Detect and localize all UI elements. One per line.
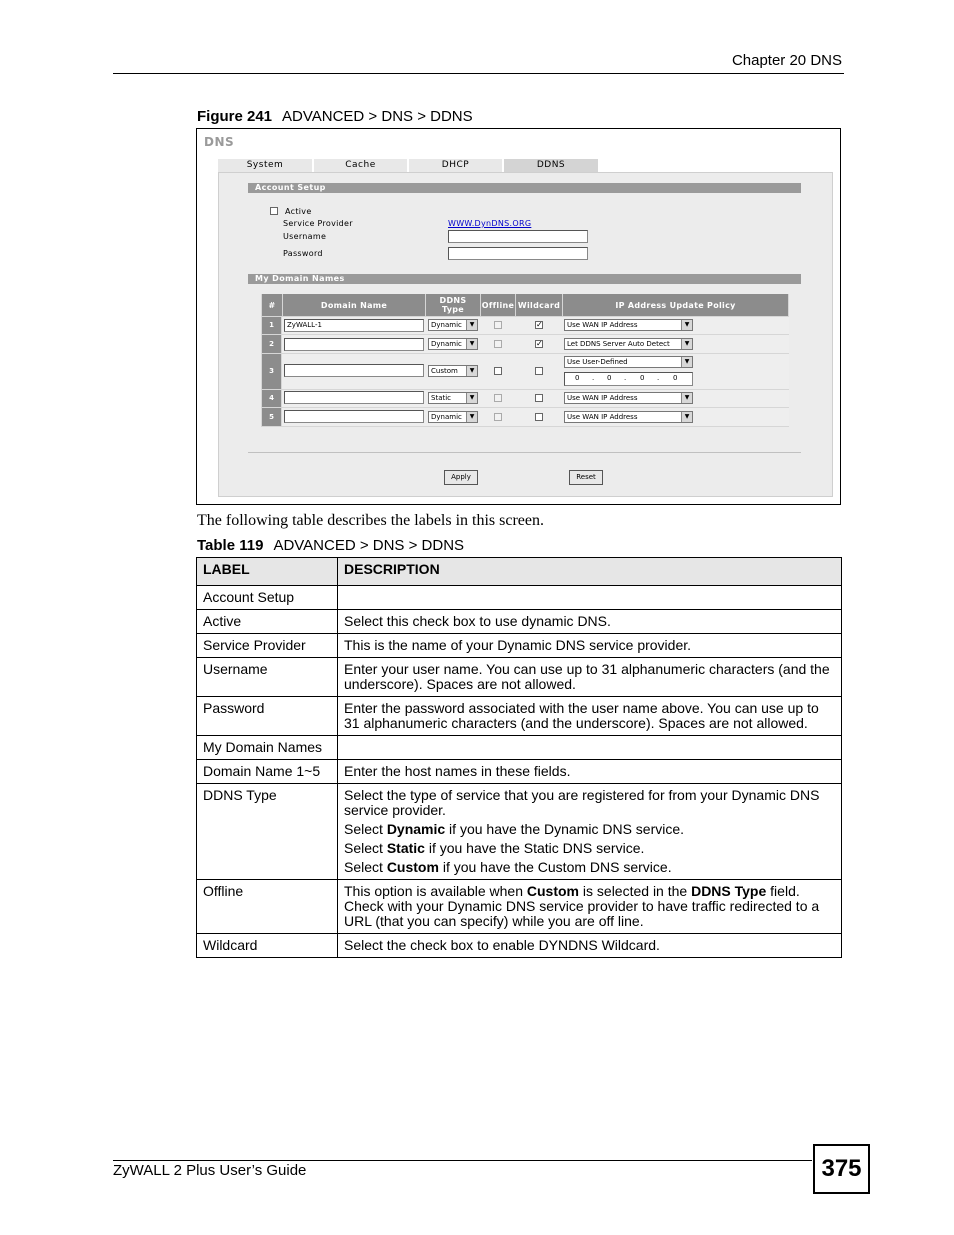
col-offline-header: Offline: [481, 294, 515, 316]
wildcard-checkbox[interactable]: [535, 413, 543, 421]
description-text: This option is available when: [344, 883, 527, 899]
my-domain-names-bar: My Domain Names: [248, 274, 801, 284]
dropdown-arrow-icon: ▼: [466, 320, 477, 330]
row-num: 1: [262, 317, 281, 334]
row-num: 2: [262, 335, 281, 353]
table-row: [197, 784, 842, 880]
description-paragraph: [344, 662, 835, 692]
table-row: [197, 658, 842, 697]
description-text: Enter the password associated with the user name above. You can use up to 31 alphanumeric characters (and the underscore). Spaces are not allowed.: [344, 700, 819, 731]
apply-button[interactable]: Apply: [444, 470, 478, 485]
description-table-body: [197, 586, 842, 958]
username-field[interactable]: [448, 230, 588, 243]
ddns-type-select[interactable]: [428, 411, 478, 423]
col-num-header: #: [262, 294, 282, 316]
tab-dhcp[interactable]: DHCP: [409, 159, 502, 173]
tab-system[interactable]: System: [218, 159, 312, 173]
panel-separator: [248, 452, 801, 453]
description-paragraph: [344, 860, 835, 875]
domain-name-field[interactable]: [284, 410, 424, 423]
update-policy-value: Use User-Defined: [567, 358, 628, 366]
ddns-type-select[interactable]: [428, 319, 478, 331]
domain-name-field[interactable]: [284, 391, 424, 404]
tab-cache[interactable]: Cache: [314, 159, 407, 173]
table-row: [197, 880, 842, 934]
ip-dot: .: [657, 374, 660, 382]
dropdown-arrow-icon: ▼: [681, 320, 692, 330]
description-text: Select: [344, 821, 387, 837]
row-label: Wildcard: [197, 934, 338, 958]
ip-octet-3: 0: [640, 374, 645, 382]
row-label: DDNS Type: [197, 784, 338, 880]
row-num: 5: [262, 408, 281, 426]
wildcard-checkbox[interactable]: [535, 394, 543, 402]
table-row: [197, 634, 842, 658]
active-checkbox[interactable]: [270, 207, 278, 215]
ip-dot: .: [624, 374, 627, 382]
dropdown-arrow-icon: ▼: [466, 393, 477, 403]
figure-title: ADVANCED > DNS > DDNS: [282, 108, 473, 125]
description-text: Select the check box to enable DYNDNS Wildcard.: [344, 937, 660, 953]
ip-octet-1: 0: [575, 374, 580, 382]
guide-title: ZyWALL 2 Plus User’s Guide: [113, 1162, 307, 1179]
description-text: is selected in the: [579, 883, 692, 899]
row-label: Domain Name 1~5: [197, 760, 338, 784]
col-ddns-type-header: [426, 294, 480, 316]
ddns-type-value: Static: [431, 394, 452, 402]
bold-term: Custom: [386, 859, 439, 875]
header-rule: [113, 73, 844, 74]
description-text: if you have the Static DNS service.: [424, 840, 645, 856]
row-label: Account Setup: [197, 586, 338, 610]
tab-ddns[interactable]: DDNS: [504, 159, 598, 173]
service-provider-label: Service Provider: [283, 219, 353, 228]
description-paragraph: [344, 788, 835, 818]
figure-label: Figure 241: [197, 108, 273, 125]
description-paragraph: [344, 841, 835, 856]
table-row: [197, 736, 842, 760]
domain-name-field[interactable]: [284, 338, 424, 351]
row-num: 4: [262, 390, 281, 407]
chapter-header: Chapter 20 DNS: [731, 52, 842, 69]
bold-term: Static: [386, 840, 425, 856]
table-label: Table 119: [197, 537, 264, 554]
screen-title: DNS: [204, 135, 235, 149]
table-header-row: [197, 558, 842, 586]
wildcard-checkbox[interactable]: [535, 367, 543, 375]
description-text: This is the name of your Dynamic DNS service provider.: [344, 637, 692, 653]
ddns-type-value: Dynamic: [431, 413, 462, 421]
bold-term: Dynamic: [386, 821, 446, 837]
username-label: Username: [283, 232, 327, 241]
update-policy-select[interactable]: [564, 411, 693, 423]
domain-name-field[interactable]: [284, 364, 424, 377]
wildcard-checkbox[interactable]: ✓: [536, 320, 543, 329]
dropdown-arrow-icon: ▼: [681, 339, 692, 349]
dropdown-arrow-icon: ▼: [466, 339, 477, 349]
row-description: [338, 880, 842, 934]
row-description: [338, 634, 842, 658]
page-number: 375: [813, 1144, 870, 1194]
password-label: Password: [283, 249, 323, 258]
service-provider-link[interactable]: WWW.DynDNS.ORG: [448, 219, 532, 228]
wildcard-checkbox[interactable]: ✓: [536, 339, 543, 348]
table-caption: [197, 537, 464, 554]
row-label: Offline: [197, 880, 338, 934]
row-label: Password: [197, 697, 338, 736]
update-policy-select[interactable]: [564, 319, 693, 331]
ip-dot: .: [592, 374, 595, 382]
description-text: field. Check with your Dynamic DNS service provider to have traffic redirected to a URL (that you can specify) while you are off line.: [344, 883, 820, 929]
table-row: [197, 610, 842, 634]
row-num: 3: [262, 354, 281, 389]
description-paragraph: [344, 764, 835, 779]
row-description: [338, 586, 842, 610]
update-policy-select[interactable]: [564, 392, 693, 404]
update-policy-value: Use WAN IP Address: [567, 321, 638, 329]
dropdown-arrow-icon: ▼: [466, 366, 477, 376]
bold-term: DDNS Type: [691, 883, 767, 899]
figure-caption: [197, 108, 473, 125]
dropdown-arrow-icon: ▼: [681, 357, 692, 367]
table-title: ADVANCED > DNS > DDNS: [273, 537, 465, 554]
description-text: if you have the Dynamic DNS service.: [445, 821, 685, 837]
row-label: My Domain Names: [197, 736, 338, 760]
description-text: Select: [344, 859, 387, 875]
description-paragraph: [344, 822, 835, 837]
description-paragraph: [344, 884, 835, 929]
table-row: [197, 586, 842, 610]
update-policy-select[interactable]: [564, 356, 693, 368]
ip-octet-2: 0: [607, 374, 612, 382]
offline-checkbox[interactable]: [494, 394, 502, 402]
description-text: Enter your user name. You can use up to 31 alphanumeric characters (and the underscore). Spaces are not allowed.: [344, 661, 830, 692]
offline-checkbox[interactable]: [494, 367, 502, 375]
footer-rule: [113, 1160, 812, 1161]
col-ddns-type-line1: DDNS: [439, 296, 467, 305]
label-column-header: LABEL: [197, 558, 338, 586]
col-wildcard-header: Wildcard: [516, 294, 562, 316]
description-text: Select this check box to use dynamic DNS.: [344, 613, 611, 629]
col-domain-header: Domain Name: [283, 294, 425, 316]
offline-checkbox[interactable]: [494, 321, 502, 329]
row-description: [338, 784, 842, 880]
description-text: if you have the Custom DNS service.: [438, 859, 672, 875]
offline-checkbox[interactable]: [494, 413, 502, 421]
row-description: [338, 697, 842, 736]
offline-checkbox[interactable]: [494, 340, 502, 348]
table-row: [197, 760, 842, 784]
description-text: Select the type of service that you are registered for from your Dynamic DNS service provider.: [344, 787, 820, 818]
dropdown-arrow-icon: ▼: [681, 412, 692, 422]
description-paragraph: [344, 938, 835, 953]
description-table: [196, 557, 842, 958]
active-label: Active: [285, 207, 312, 216]
row-label: Service Provider: [197, 634, 338, 658]
ddns-type-select[interactable]: [428, 392, 478, 404]
account-setup-bar: Account Setup: [248, 183, 801, 193]
row-description: [338, 760, 842, 784]
ddns-type-select[interactable]: [428, 365, 478, 377]
description-paragraph: [344, 701, 835, 731]
update-policy-select[interactable]: [564, 338, 693, 350]
col-policy-header: IP Address Update Policy: [563, 294, 788, 316]
ddns-type-value: Dynamic: [431, 321, 462, 329]
row-label: Active: [197, 610, 338, 634]
row-description: [338, 658, 842, 697]
ddns-type-value: Dynamic: [431, 340, 462, 348]
row-label: Username: [197, 658, 338, 697]
description-text: Select: [344, 840, 387, 856]
intro-text: The following table describes the labels in this screen.: [197, 512, 545, 529]
description-paragraph: [344, 614, 835, 629]
update-policy-value: Use WAN IP Address: [567, 413, 638, 421]
domain-name-field[interactable]: ZyWALL-1: [284, 319, 424, 332]
dropdown-arrow-icon: ▼: [466, 412, 477, 422]
bold-term: Custom: [526, 883, 580, 899]
table-row: [197, 697, 842, 736]
dropdown-arrow-icon: ▼: [681, 393, 692, 403]
update-policy-value: Use WAN IP Address: [567, 394, 638, 402]
description-column-header: DESCRIPTION: [338, 558, 842, 586]
reset-button[interactable]: Reset: [569, 470, 603, 485]
table-row: [197, 934, 842, 958]
update-policy-value: Let DDNS Server Auto Detect: [567, 340, 670, 348]
row-description: [338, 736, 842, 760]
ip-octet-4: 0: [673, 374, 678, 382]
password-field[interactable]: [448, 247, 588, 260]
ddns-type-value: Custom: [431, 367, 458, 375]
description-text: Enter the host names in these fields.: [344, 763, 571, 779]
row-description: [338, 934, 842, 958]
row-description: [338, 610, 842, 634]
col-ddns-type-line2: Type: [441, 305, 465, 314]
description-paragraph: [344, 638, 835, 653]
ddns-type-select[interactable]: [428, 338, 478, 350]
